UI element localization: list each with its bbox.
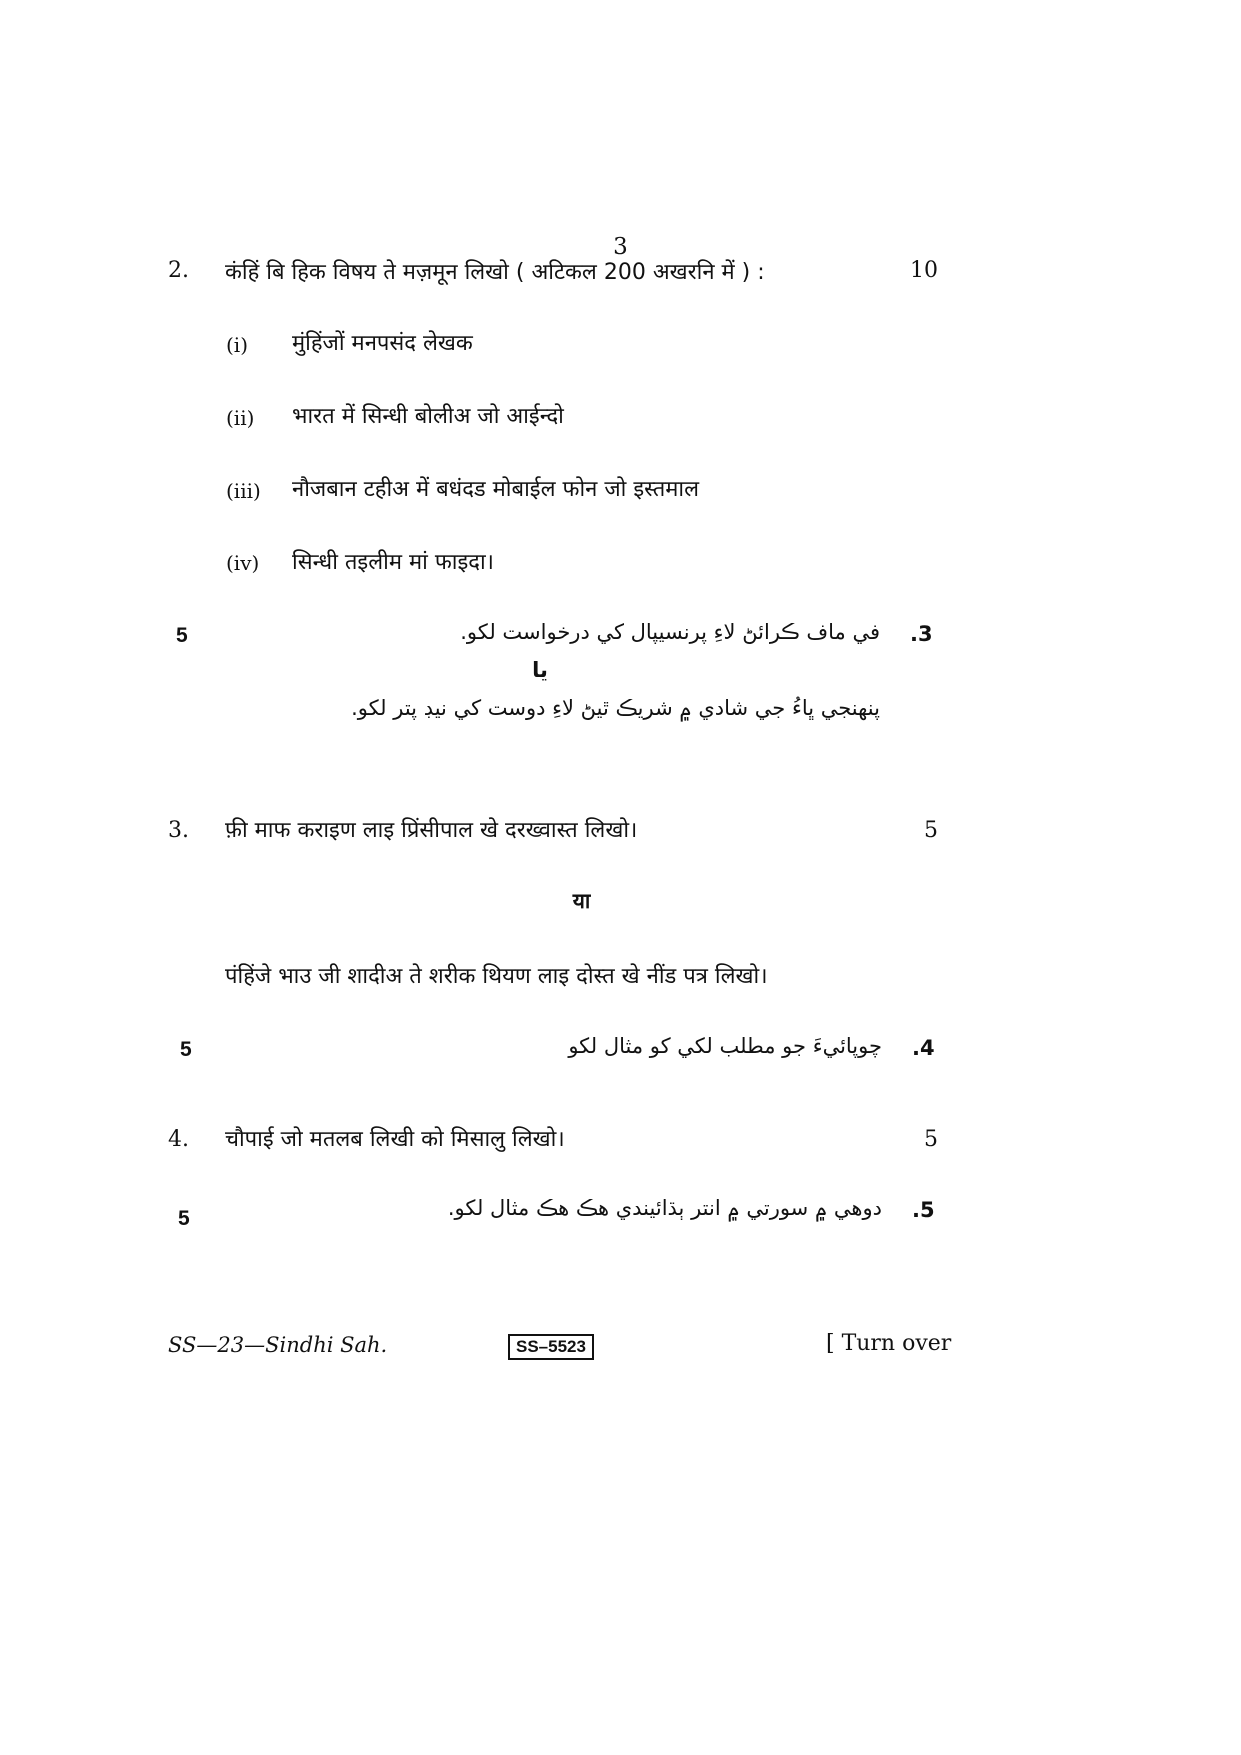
question-3-arabic-number: .3 [910,622,933,646]
option-i-text: मुंहिंजों मनपसंद लेखक [292,331,473,356]
option-iii-text: नौजबान टहीअ में बधंदड मोबाईल फोन जो इस्तमाल [292,477,700,502]
question-3-marks: 5 [924,818,938,843]
question-4-text: चौपाई जो मतलब लिखी को मिसालु लिखो। [225,1127,565,1152]
footer-turn-over: [ Turn over [826,1331,952,1356]
question-5-arabic-number: .5 [912,1198,935,1222]
question-3-text: फ़ी माफ कराइण लाइ प्रिंसीपाल खे दरख्वास्त लिखो। [225,818,638,843]
question-5-arabic-marks: 5 [178,1207,190,1230]
question-4-arabic-number: .4 [912,1036,935,1060]
page-number: 3 [613,234,628,260]
option-iii-number: (iii) [226,479,261,503]
question-5-arabic-text: دوهي ۾ سورتي ۾ انتر ٻڌائيندي هڪ هڪ مثال لکو. [447,1196,882,1220]
option-ii-text: भारत में सिन्धी बोलीअ जो आईन्दो [292,404,564,429]
question-3-alternative-text: पंहिंजे भाउ जी शादीअ ते शरीक थियण लाइ दोस्त खे नींड पत्र लिखो। [225,964,768,989]
question-3-arabic-marks: 5 [176,624,188,647]
option-iv-text: सिन्धी तइलीम मां फाइदा। [292,550,495,575]
question-4-number: 4. [168,1127,189,1152]
question-2-number: 2. [168,258,189,283]
question-3-arabic-line1: في ماف ڪرائڻ لاءِ پرنسيپال کي درخواست لکو. [460,620,880,644]
question-4-arabic-text: چوپائيءَ جو مطلب لکي کو مثال لکو [568,1034,882,1058]
question-4-marks: 5 [924,1127,938,1152]
footer-paper-code: SS–5523 [508,1334,594,1360]
question-3-or: या [572,889,591,913]
option-i-number: (i) [226,333,249,357]
question-2-marks: 10 [910,258,938,283]
question-3-arabic-or: يا [532,658,548,682]
question-4-arabic-marks: 5 [180,1038,192,1061]
option-iv-number: (iv) [226,551,260,575]
question-3-arabic-line2: پنهنجي ڀاءُ جي شادي ۾ شريڪ ٿيڻ لاءِ دوست کي نيڊ پتر لکو. [351,696,880,720]
option-ii-number: (ii) [226,406,255,430]
question-3-number: 3. [168,818,189,843]
question-2-text: कंहिं बि हिक विषय ते मज़मून लिखो ( अटिकल 200 अखरनि में ) : [225,260,765,285]
footer-paper-id: SS—23—Sindhi Sah. [168,1333,388,1357]
